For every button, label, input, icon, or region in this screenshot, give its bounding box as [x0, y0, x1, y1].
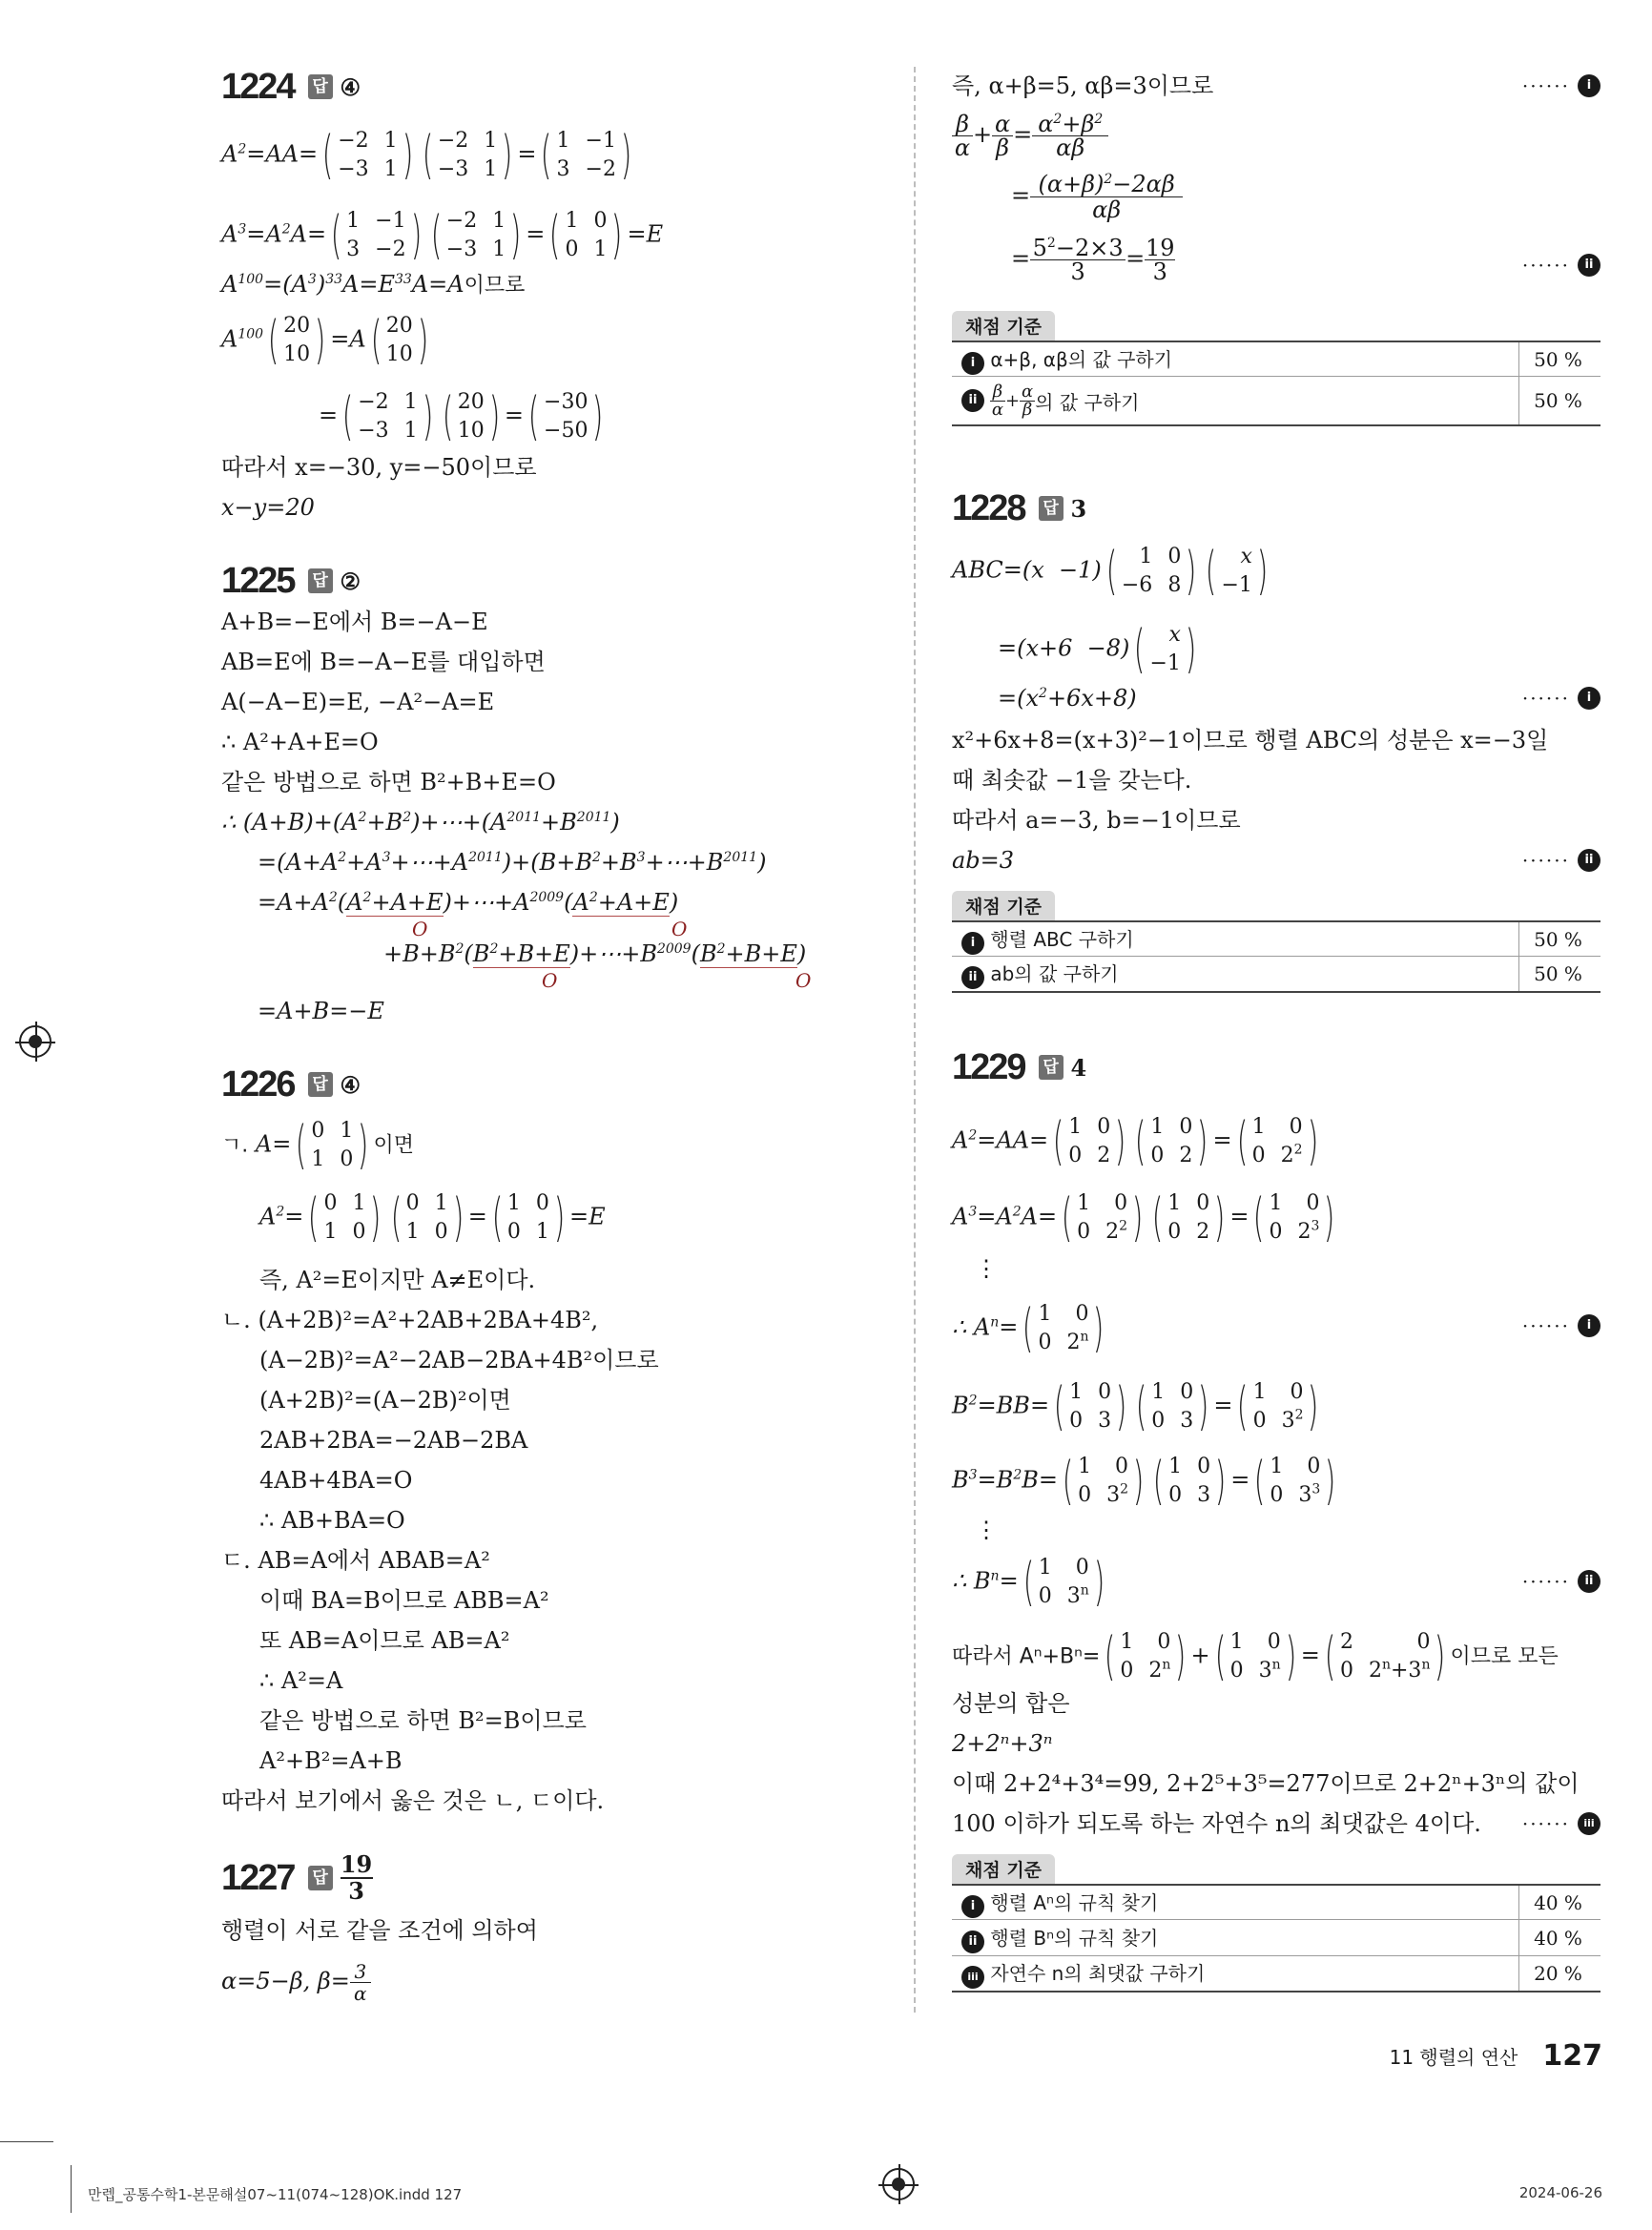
text-1226-na6: ∴ AB+BA=O — [259, 1507, 405, 1534]
problem-1224-header — [221, 63, 361, 111]
text-1227-l2: α=5−β, β= — [221, 1968, 350, 1994]
criteria-label: 행렬 ABC 구하기 — [990, 927, 1134, 951]
text-1224-final: x−y=20 — [221, 494, 315, 521]
criteria-row — [952, 1884, 1600, 1920]
zero-matrix-label: O — [795, 969, 812, 992]
eq-1227-r4: = $\frac{5^2-2\times 3}{3}$ = $\frac{19}{3}$ — [1011, 235, 1175, 285]
criteria-title: 채점 기준 — [952, 311, 1055, 341]
step-marker-iii: ······ iii — [1522, 1812, 1600, 1835]
eq-1226-ga2: $A^2=$ ( 0 1 1 0 ) ( 0 1 1 0 ) = ( 1 0 0 1 ) =E — [259, 1187, 606, 1248]
criteria-label: 행렬 Aⁿ의 규칙 찾기 — [990, 1890, 1159, 1914]
criteria-percent: 40 % — [1518, 1886, 1597, 1919]
text-1228-l6: 따라서 a=−3, b=−1이므로 — [952, 807, 1241, 834]
criteria-row — [952, 920, 1600, 957]
problem-number: 1227 — [221, 1857, 295, 1898]
step-marker-ii: ······ ii — [1522, 254, 1600, 277]
criteria-percent: 50 % — [1518, 922, 1597, 956]
step-marker-ii: ······ ii — [1522, 849, 1600, 872]
eq-1224-4: $A^{100}$ ( 20 10 ) =A ( 20 10 ) — [221, 310, 429, 370]
text-1227-r1: 즉, α+β=5, αβ=3이므로 — [952, 72, 1214, 99]
criteria-label: 행렬 Bⁿ의 규칙 찾기 — [990, 1926, 1159, 1950]
marker-ii-icon: ii — [961, 389, 984, 412]
page-number: 127 — [1542, 2039, 1602, 2073]
criteria-percent: 20 % — [1518, 1956, 1597, 1991]
item-label-ga: ㄱ. — [221, 1133, 249, 1158]
answer-badge: 답 — [308, 1072, 333, 1097]
vertical-ellipsis: ⋮ — [975, 1517, 998, 1543]
registration-mark-left — [19, 1025, 52, 1058]
print-date: 2024-06-26 — [1518, 2184, 1602, 2201]
text-1226-da3: 또 AB=A이므로 AB=A² — [259, 1627, 510, 1654]
text-1225-last: =A+B=−E — [258, 998, 384, 1024]
marker-ii-icon: ii — [961, 966, 984, 989]
eq-1228-1: ABC=(x −1) ( 1 0 −6 8 ) ( x −1 ) — [952, 541, 1269, 601]
eq-1228-2: =(x+6 −8) ( x −1 ) — [998, 619, 1197, 679]
registration-mark-bottom — [882, 2168, 915, 2200]
marker-ii-icon: ii — [1578, 849, 1600, 872]
eq-1229-7: 따라서 Aⁿ+Bⁿ= ( 1 0 0 2$^n$ ) + ( 1 0 0 3$^n$ ) = ( 2 0 0 $2^n+3^n$ ) 이므로 모든 — [952, 1626, 1559, 1686]
answer-value: 4 — [1070, 1053, 1087, 1082]
criteria-title: 채점 기준 — [952, 891, 1055, 920]
criteria-row: ii β α + α β 의 값 구하기 50 % — [952, 377, 1600, 426]
text-1229-l10: 2+2ⁿ+3ⁿ — [952, 1730, 1053, 1757]
text-1225-l2: AB=E에 B=−A−E를 대입하면 — [221, 649, 546, 675]
text-1229-l9: 성분의 합은 — [952, 1690, 1070, 1717]
text-1226-na2: (A−2B)²=A²−2AB−2BA+4B²이므로 — [259, 1347, 659, 1373]
problem-number: 1229 — [952, 1046, 1025, 1087]
answer-badge: 답 — [308, 1866, 333, 1890]
marker-i-icon: i — [961, 352, 984, 375]
step-marker-ii: ······ ii — [1522, 1570, 1600, 1593]
criteria-percent: 50 % — [1518, 342, 1597, 376]
zero-matrix-label: O — [671, 918, 688, 940]
answer-badge: 답 — [1039, 1055, 1063, 1080]
text-1229-l8: 이므로 모든 — [1450, 1644, 1559, 1669]
answer-value: ④ — [340, 72, 361, 101]
problem-number: 1228 — [952, 487, 1025, 528]
problem-number: 1224 — [221, 66, 295, 107]
criteria-row — [952, 957, 1600, 993]
marker-i-icon: i — [1578, 687, 1600, 710]
text-1226-na4: 2AB+2BA=−2AB−2BA — [259, 1427, 528, 1454]
eq-1227-l2: α=5−β, β= $\frac{3}{\alpha}$ — [221, 1961, 371, 2004]
problem-1228-header — [952, 485, 1086, 532]
criteria-row — [952, 1956, 1600, 1993]
eq-1225-7: $=(A+A^2+A^3+\cdots+A^{2011})+(B+B^2+B^3+\cdots+B^{2011})$ — [258, 849, 767, 876]
text-1226-da1: ㄷ. AB=A에서 ABAB=A² — [221, 1547, 490, 1574]
eq-1228-3: $=(x^2+6x+8)$ — [998, 685, 1137, 712]
text-1225-l3: A(−A−E)=E, −A²−A=E — [221, 689, 495, 715]
vertical-ellipsis: ⋮ — [975, 1255, 998, 1282]
item-ga-suffix: 이면 — [373, 1133, 414, 1158]
problem-1227-header — [221, 1850, 373, 1905]
text-1226-da6: A²+B²=A+B — [259, 1747, 403, 1774]
text-1226-da4: ∴ A²=A — [259, 1667, 343, 1694]
eq-1227-r2: $\frac{\beta}{\alpha}$ + $\frac{\alpha}{\beta}$ = $\frac{\alpha^2+\beta^2}{\alpha\beta}$ — [952, 113, 1108, 159]
marker-ii-icon: ii — [1578, 254, 1600, 277]
text-1227-l1: 행렬이 서로 같을 조건에 의하여 — [221, 1917, 538, 1944]
text-1229-l11: 이때 2+2⁴+3⁴=99, 2+2⁵+3⁵=277이므로 2+2ⁿ+3ⁿ의 값이 — [952, 1770, 1580, 1797]
page-footer — [1390, 2039, 1602, 2073]
problem-1225-header — [221, 557, 361, 605]
chapter-title: 11 행렬의 연산 — [1389, 2046, 1518, 2069]
criteria-percent: 50 % — [1518, 377, 1597, 424]
eq-1225-6: ∴ $(A+B)+(A^2+B^2)+\cdots+(A^{2011}+B^{2011})$ — [221, 809, 620, 836]
answer-badge: 답 — [308, 568, 333, 593]
step-marker-i: ······ i — [1522, 1314, 1600, 1337]
criteria-label: 자연수 n의 최댓값 구하기 — [990, 1962, 1206, 1985]
eq-1226-ga: ㄱ. A= ( 0 1 1 0 ) 이면 — [221, 1115, 414, 1175]
file-info: 만렙_공통수학1-본문해설07~11(074~128)OK.indd 127 — [88, 2186, 463, 2203]
text-1226-ga-note: 즉, A²=E이지만 A≠E이다. — [259, 1267, 536, 1293]
criteria-label: ab의 값 구하기 — [990, 962, 1119, 985]
eq-1229-1: $A^2=AA=$ ( 1 0 0 2 ) ( 1 0 0 2 ) = ( 1 0 0 $2^2$ ) — [952, 1111, 1318, 1171]
zero-matrix-label: O — [542, 969, 558, 992]
problem-1226-header — [221, 1061, 361, 1108]
grading-criteria-1229 — [952, 1854, 1600, 1993]
eq-1224-5: = ( −2 1 −3 1 ) ( 20 10 ) = ( −30 −50 ) — [319, 386, 604, 446]
text-1229-l12: 100 이하가 되도록 하는 자연수 n의 최댓값은 4이다. — [952, 1810, 1481, 1837]
text-1228-l5: 때 최솟값 −1을 갖는다. — [952, 767, 1192, 794]
text-1228-l4: x²+6x+8=(x+3)²−1이므로 행렬 ABC의 성분은 x=−3일 — [952, 727, 1549, 754]
answer-value: ④ — [340, 1070, 361, 1099]
marker-ii-icon: ii — [961, 1931, 984, 1953]
grading-criteria-1228 — [952, 891, 1600, 993]
marker-iii-icon: iii — [1578, 1812, 1600, 1835]
criteria-label: α+β, αβ의 값 구하기 — [990, 347, 1173, 371]
eq-1224-3: $A^{100}=(A^3)^{33}A=E^{33}A=A$이므로 — [221, 271, 526, 298]
criteria-percent: 50 % — [1518, 957, 1597, 991]
text-1226-na3: (A+2B)²=(A−2B)²이면 — [259, 1387, 511, 1414]
text-1226-da5: 같은 방법으로 하면 B²=B이므로 — [259, 1707, 587, 1734]
answer-badge: 답 — [308, 74, 333, 99]
problem-1229-header — [952, 1043, 1086, 1091]
eq-1227-r3: = $\frac{(\alpha+\beta)^2-2\alpha\beta}{\alpha\beta}$ — [1011, 172, 1183, 222]
criteria-percent: 40 % — [1518, 1920, 1597, 1955]
eq-1224-1: $A^2=AA=$ ( −2 1 −3 1 ) ( −2 1 −3 1 ) = ( 1 −1 3 −2 ) — [221, 125, 632, 185]
marker-i-icon: i — [1578, 1314, 1600, 1337]
text-1228-l7: ab=3 — [952, 847, 1015, 874]
column-divider — [914, 67, 916, 2013]
eq-1229-2: $A^3=A^2A=$ ( 1 0 0 $2^2$ ) ( 1 0 0 2 ) = ( 1 0 0 $2^3$ ) — [952, 1187, 1335, 1248]
answer-denominator: 3 — [348, 1877, 364, 1905]
text-1229-then: 따라서 Aⁿ+Bⁿ= — [952, 1644, 1101, 1669]
eq-1224-2: $A^3=A^2A=$ ( 1 −1 3 −2 ) ( −2 1 −3 1 ) = ( 1 0 0 1 ) =E — [221, 205, 664, 265]
problem-number: 1225 — [221, 560, 295, 601]
eq-1229-6: ∴ $B^n=$ ( 1 0 0 3$^n$ ) — [952, 1552, 1105, 1612]
criteria-label: 의 값 구하기 — [1035, 390, 1140, 414]
marker-i-icon: i — [961, 932, 984, 955]
step-marker-i: ······ i — [1522, 687, 1600, 710]
text-1226-na5: 4AB+4BA=O — [259, 1467, 413, 1494]
answer-value: ② — [340, 567, 361, 595]
answer-numerator: 19 — [340, 1850, 373, 1878]
marker-i-icon: i — [961, 1895, 984, 1918]
criteria-title: 채점 기준 — [952, 1854, 1055, 1884]
answer-badge: 답 — [1039, 496, 1063, 521]
text-1226-na1: ㄴ. (A+2B)²=A²+2AB+2BA+4B², — [221, 1307, 599, 1333]
text-1226-da2: 이때 BA=B이므로 ABB=A² — [259, 1587, 549, 1614]
eq-1225-9: $+B+B^2(B^2+B+E)+\cdots+B^{2009}(B^2+B+E)$ — [383, 940, 807, 967]
text-1225-l1: A+B=−E에서 B=−A−E — [221, 609, 488, 635]
criteria-row — [952, 341, 1600, 377]
eq-1229-4: $B^2=BB=$ ( 1 0 0 3 ) ( 1 0 0 3 ) = ( 1 0 0 $3^2$ ) — [952, 1376, 1319, 1436]
marker-i-icon: i — [1578, 74, 1600, 97]
problem-number: 1226 — [221, 1063, 295, 1105]
eq-1229-5: $B^3=B^2B=$ ( 1 0 0 $3^2$ ) ( 1 0 0 3 ) = ( 1 0 0 $3^3$ ) — [952, 1451, 1336, 1511]
grading-criteria-1227 — [952, 311, 1600, 426]
zero-matrix-label: O — [412, 918, 428, 940]
marker-iii-icon: iii — [961, 1966, 984, 1989]
eq-1225-8: $=A+A^2(A^2+A+E)+\cdots+A^{2009}(A^2+A+E)$ — [258, 889, 679, 916]
answer-fraction — [341, 1852, 373, 1904]
crop-mark — [0, 2141, 53, 2142]
answer-value: 3 — [1070, 494, 1087, 523]
eq-1229-3: ∴ $A^n=$ ( 1 0 0 2$^n$ ) — [952, 1298, 1105, 1358]
text-1225-l5: 같은 방법으로 하면 B²+B+E=O — [221, 769, 556, 795]
text-1224-conclusion: 따라서 x=−30, y=−50이므로 — [221, 454, 537, 481]
marker-ii-icon: ii — [1578, 1570, 1600, 1593]
step-marker-i: ······ i — [1522, 74, 1600, 97]
crop-mark — [71, 2165, 72, 2213]
criteria-row — [952, 1920, 1600, 1956]
text-1225-l4: ∴ A²+A+E=O — [221, 729, 379, 755]
text-1226-final: 따라서 보기에서 옳은 것은 ㄴ, ㄷ이다. — [221, 1787, 605, 1814]
